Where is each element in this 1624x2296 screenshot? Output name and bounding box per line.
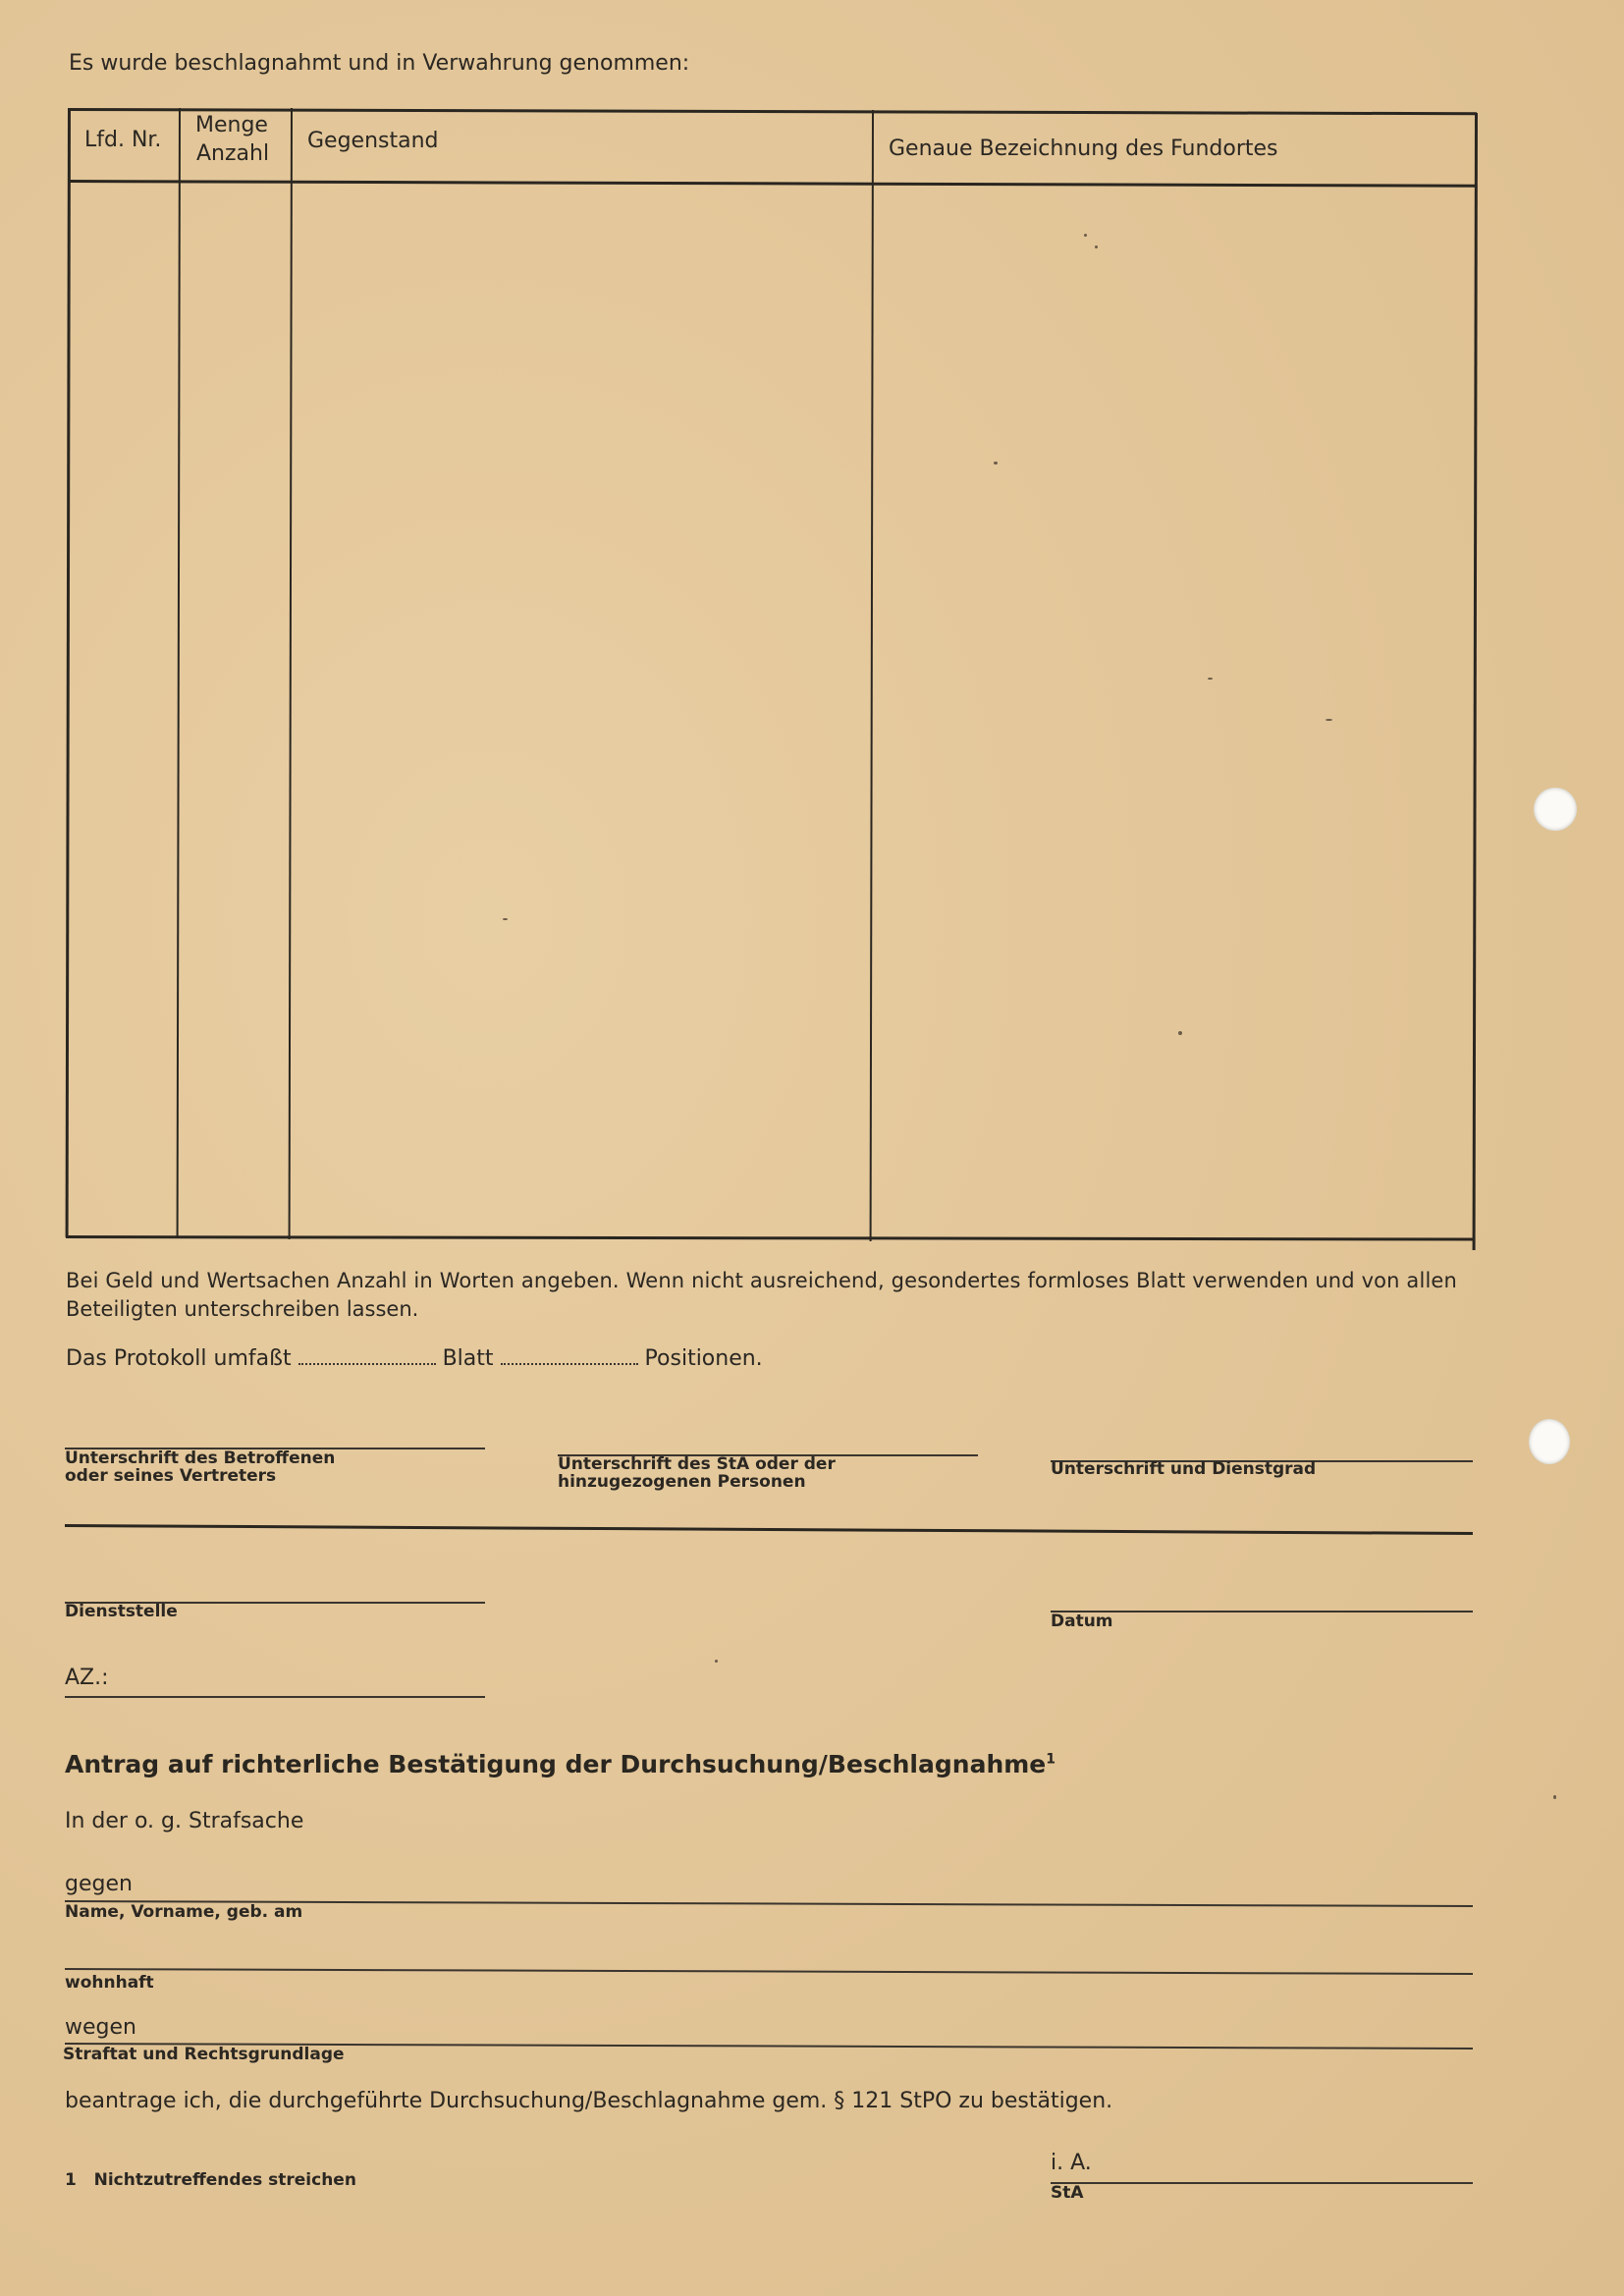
- protokoll-line: [66, 1346, 763, 1371]
- table-cell-fundort[interactable]: [876, 189, 1473, 1235]
- footnote: [65, 2171, 356, 2190]
- punch-hole-top: [1534, 788, 1577, 831]
- table-col-divider-2: [289, 108, 293, 1239]
- table-right-border: [1473, 113, 1478, 1250]
- signature-label-dienstgrad: Unterschrift und Dienstgrad: [1051, 1459, 1317, 1479]
- table-col-divider-1: [177, 108, 181, 1237]
- punch-hole-bottom: [1529, 1419, 1570, 1464]
- wegen-label: wegen: [65, 2015, 136, 2040]
- datum-label: Datum: [1051, 1612, 1113, 1631]
- column-header-anzahl: Anzahl: [196, 141, 270, 166]
- table-cell-gegenstand[interactable]: [295, 187, 870, 1233]
- table-cell-menge[interactable]: [183, 185, 289, 1231]
- datum-line[interactable]: [1051, 1611, 1473, 1613]
- footnote-number: 1: [65, 2170, 77, 2190]
- column-header-lfd-nr: Lfd. Nr.: [84, 128, 162, 152]
- az-label: AZ.:: [65, 1666, 109, 1690]
- table-top-border: [69, 108, 1477, 115]
- blatt-count-field[interactable]: [298, 1349, 436, 1365]
- table-left-border: [66, 108, 71, 1237]
- paper-speck: [715, 1660, 718, 1663]
- dienststelle-label: Dienststelle: [65, 1602, 178, 1621]
- geld-note-line1: Bei Geld und Wertsachen Anzahl in Worten angeben. Wenn nicht ausreichend, gesondertes formloses Blatt verwenden und von allen: [66, 1269, 1457, 1292]
- intro-text: Es wurde beschlagnahmt und in Verwahrung genommen:: [69, 51, 690, 76]
- beantrage-text: beantrage ich, die durchgeführte Durchsuchung/Beschlagnahme gem. § 121 StPO zu bestätigen.: [65, 2089, 1113, 2113]
- signature-label-betroffener-2: oder seines Vertreters: [65, 1466, 277, 1486]
- protokoll-blatt: Blatt: [442, 1346, 494, 1371]
- straftat-label: Straftat und Rechtsgrundlage: [63, 2045, 345, 2064]
- signature-label-betroffener-1: Unterschrift des Betroffenen: [65, 1449, 336, 1468]
- strafsache-text: In der o. g. Strafsache: [65, 1809, 304, 1833]
- wohnhaft-field-line[interactable]: [65, 1968, 1473, 1975]
- protokoll-positionen: Positionen.: [644, 1346, 763, 1371]
- section-separator: [65, 1524, 1473, 1535]
- protokoll-prefix: Das Protokoll umfaßt: [66, 1346, 292, 1371]
- column-header-fundort: Genaue Bezeichnung des Fundortes: [889, 137, 1278, 161]
- positionen-count-field[interactable]: [501, 1349, 638, 1365]
- az-field-line[interactable]: [65, 1696, 485, 1698]
- signature-label-sta-2: hinzugezogenen Personen: [558, 1472, 806, 1492]
- antrag-footnote-marker: 1: [1046, 1751, 1056, 1768]
- paper-speck: [1553, 1795, 1556, 1799]
- column-header-gegenstand: Gegenstand: [307, 129, 439, 153]
- table-bottom-border: [66, 1235, 1474, 1241]
- column-header-menge: Menge: [195, 113, 268, 137]
- gegen-label: gegen: [65, 1872, 133, 1896]
- geld-note-line2: Beteiligten unterschreiben lassen.: [66, 1297, 419, 1321]
- footnote-text: Nichtzutreffendes streichen: [93, 2170, 356, 2190]
- table-cell-lfd-nr[interactable]: [72, 185, 177, 1231]
- antrag-title: [65, 1750, 1056, 1778]
- ia-label: i. A.: [1051, 2151, 1092, 2175]
- ia-signature-line[interactable]: [1051, 2182, 1473, 2184]
- wohnhaft-label: wohnhaft: [65, 1973, 154, 1993]
- name-label: Name, Vorname, geb. am: [65, 1902, 303, 1922]
- sta-label: StA: [1051, 2183, 1084, 2203]
- signature-label-sta-1: Unterschrift des StA oder der: [558, 1454, 836, 1474]
- antrag-title-text: Antrag auf richterliche Bestätigung der Durchsuchung/Beschlagnahme: [65, 1750, 1047, 1778]
- table-col-divider-3: [870, 110, 874, 1241]
